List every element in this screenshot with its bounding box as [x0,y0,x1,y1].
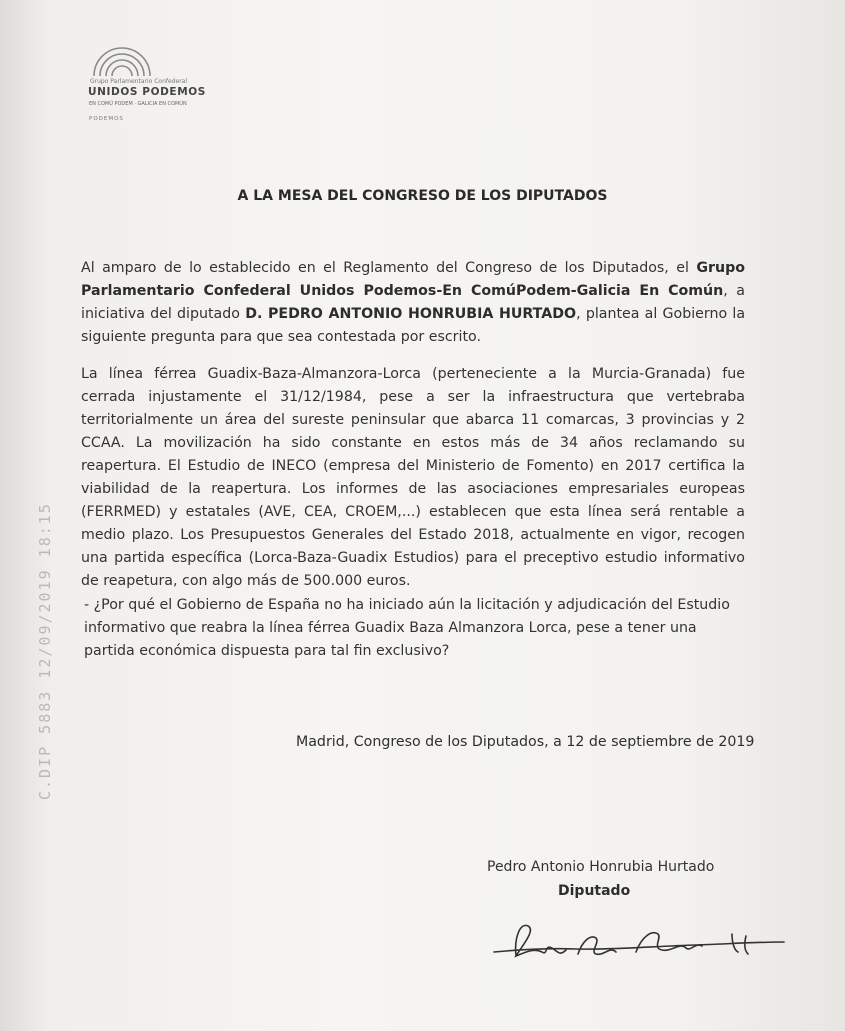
logo-arcs-icon [88,44,158,78]
question-paragraph: - ¿Por qué el Gobierno de España no ha iniciado aún la licitación y adjudicación del Estudio informativo que reabra la línea férrea Guadix Baza Almanzora Lorca, pese a tener una partida económica dispuesta para tal fin exclusivo? [84,597,730,659]
intro-text-3: , plantea al Gobierno la siguiente pregunta para que sea contestada por escrito. [81,306,746,345]
handwritten-signature-icon [486,912,786,972]
logo-line-2: UNIDOS PODEMOS [88,86,206,98]
intro-paragraph [81,257,745,349]
registry-stamp [28,440,58,800]
signatory-role: Diputado [558,883,631,899]
intro-text-1: Al amparo de lo establecido en el Reglamento del Congreso de los Diputados, el [81,260,697,276]
logo-line-4: PODEMOS [89,116,124,122]
document-heading: A LA MESA DEL CONGRESO DE LOS DIPUTADOS [237,188,608,204]
context-paragraph: La línea férrea Guadix-Baza-Almanzora-Lorca (perteneciente a la Murcia-Granada) fue cerrada injustamente el 31/12/1984, pese a ser la infraestructura que vertebraba territorialmente un área del sureste peninsular que abarca 11 comarcas, 3 provincias y 2 CCAA. La movilización ha sido constante en estos más de 34 años reclamando su reapertura. El Estudio de INECO (empresa del Ministerio de Fomento) en 2017 certifica la viabilidad de la reapertura. Los informes de las asociaciones empresariales europeas (FERRMED) y estatales (AVE, CEA, CROEM,...) establecen que esta línea será rentable a medio plazo. Los Presupuestos Generales del Estado 2018, actualmente en vigor, recogen una partida específica (Lorca-Baza-Guadix Estudios) para el preceptivo estudio informativo de reapetura, con algo más de 500.000 euros. [81,366,745,589]
group-name: Grupo Parlamentario Confederal Unidos Podemos-En ComúPodem-Galicia En Común [81,260,745,299]
registry-stamp-text: C.DIP 5883 12/09/2019 18:15 [36,502,54,800]
signatory-name: Pedro Antonio Honrubia Hurtado [487,859,715,875]
party-logo [86,44,226,134]
logo-line-1: Grupo Parlamentario Confederal [90,78,187,85]
logo-line-3: EN COMÚ PODEM · GALICIA EN COMÚN [89,101,187,107]
place-date: Madrid, Congreso de los Diputados, a 12 de septiembre de 2019 [296,734,755,750]
deputy-name: D. PEDRO ANTONIO HONRUBIA HURTADO [245,306,577,322]
intro-text-2: , a iniciativa del diputado [81,283,745,322]
